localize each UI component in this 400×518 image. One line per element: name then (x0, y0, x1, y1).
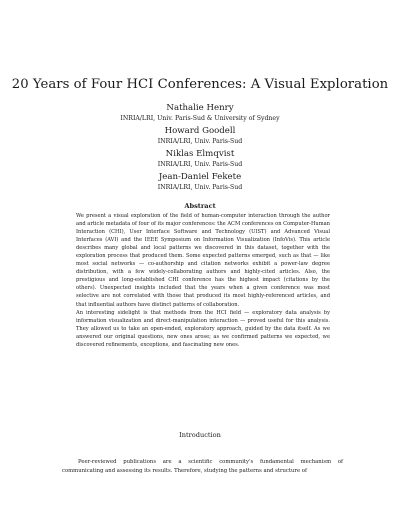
author-name: Nathalie Henry (166, 103, 234, 113)
author-name: Jean-Daniel Fekete (158, 172, 242, 182)
author-name: Niklas Elmqvist (165, 149, 235, 159)
author-name: Howard Goodell (164, 126, 236, 136)
section-heading-introduction: Introduction (179, 431, 221, 439)
author-block (0, 172, 400, 192)
abstract-body (76, 212, 330, 349)
abstract-paragraph: An interesting sidelight is that methods from the HCI field — exploratory data analysis by information visualization and direct-manipulation interaction — proved useful for this analysis. They allowed us to take an open-ended, exploratory approach, guided by the data itself. As we answered our original questions, new ones arose; as we confirmed patterns we expected, we discovered refinements, exceptions, and fascinating new ones. (76, 309, 330, 348)
author-affiliation: INRIA/LRI, Univ. Paris-Sud (157, 138, 243, 145)
author-affiliation: INRIA/LRI, Univ. Paris-Sud & University of Sydney (120, 115, 280, 122)
author-affiliation: INRIA/LRI, Univ. Paris-Sud (157, 161, 243, 168)
author-block (0, 103, 400, 123)
author-affiliation: INRIA/LRI, Univ. Paris-Sud (157, 184, 243, 191)
paper-title: 20 Years of Four HCI Conferences: A Visual Exploration (11, 77, 389, 92)
abstract-paragraph: We present a visual exploration of the field of human-computer interaction through the author and article metadata of four of its major conferences: the ACM conferences on Computer-Human Interaction (CHI), User Interface Software and Technology (UIST) and Advanced Visual Interfaces (AVI) and the IEEE Symposium on Information Visualization (InfoVis). This article describes many global and local patterns we discovered in this dataset, together with the exploration process that produced them. Some expected patterns emerged, such as that — like most social networks — co-authorship and citation networks exhibit a power-law degree distribution, with a few widely-collaborating authors and highly-cited articles. Also, the prestigious and long-established CHI conference has the highest impact (citations by the others). Unexpected insights included that the years when a given conference was most selective are not correlated with those that produced its most highly-referenced articles, and that influential authors have distinct patterns of collaboration. (76, 213, 330, 308)
author-block (0, 126, 400, 146)
author-list (0, 103, 400, 195)
introduction-paragraph: Peer-reviewed publications are a scientific community's fundamental mechanism of communicating and assessing its results. Therefore, studying the patterns and structure of (62, 459, 343, 474)
abstract-heading: Abstract (184, 202, 216, 210)
author-block (0, 149, 400, 169)
